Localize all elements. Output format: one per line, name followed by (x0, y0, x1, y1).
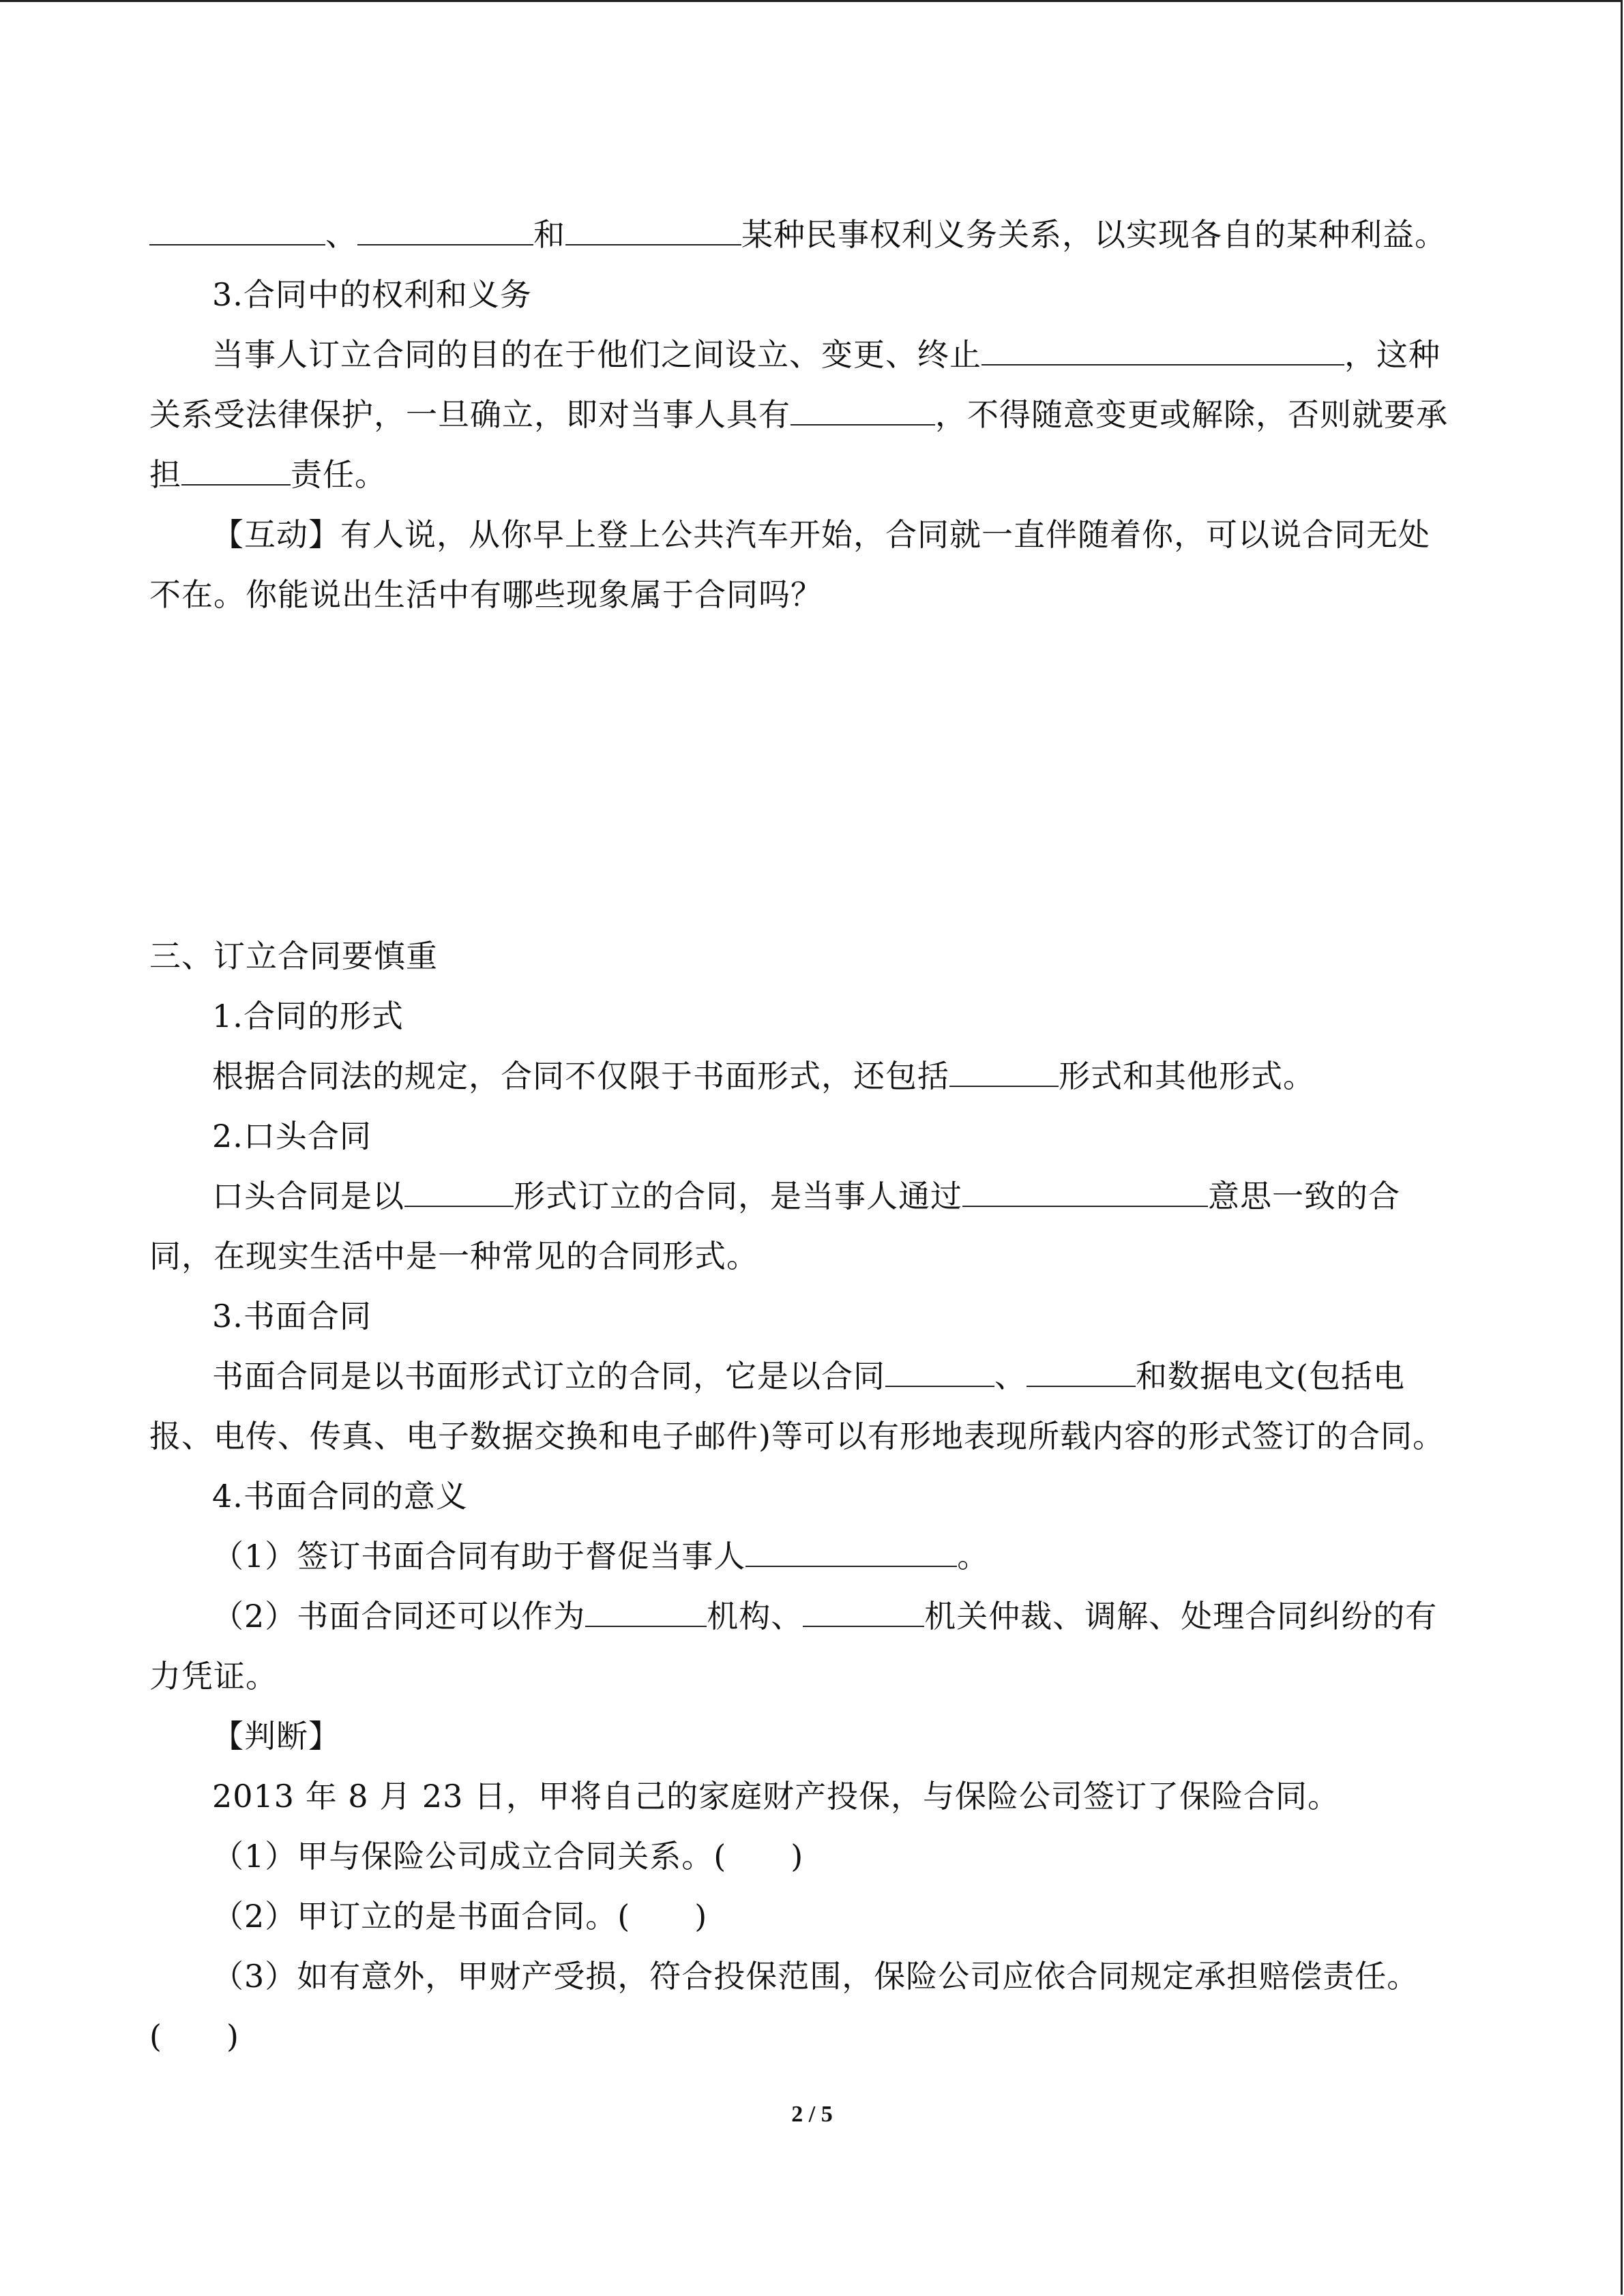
judgement-item[interactable]: （1）甲与保险公司成立合同关系。( ) (212, 1838, 804, 1875)
fill-blank[interactable] (565, 214, 741, 245)
section-subheading: 3.书面合同 (212, 1298, 372, 1335)
paragraph-line: （1）签订书面合同有助于督促当事人 。 (149, 1536, 1539, 1577)
paragraph-line: 2013 年 8 月 23 日，甲将自己的家庭财产投保，与保险公司签订了保险合同。 (212, 1778, 1340, 1815)
fill-blank[interactable] (791, 394, 935, 426)
paragraph-line: 口头合同是以 形式订立的合同，是当事人通过 意思一致的合 (149, 1176, 1539, 1217)
interaction-prompt-cont: 不在。你能说出生活中有哪些现象属于合同吗？ (149, 576, 823, 613)
fill-blank[interactable] (181, 454, 291, 486)
judgement-heading: 【判断】 (212, 1718, 340, 1755)
paragraph-line: 根据合同法的规定，合同不仅限于书面形式，还包括 形式和其他形式。 (149, 1056, 1539, 1097)
judgement-item: （3）如有意外，甲财产受损，符合投保范围，保险公司应依合同规定承担赔偿责任。 (212, 1958, 1419, 1995)
fill-blank[interactable] (149, 214, 325, 245)
fill-blank[interactable] (962, 1176, 1208, 1207)
paragraph-line: 报、电传、传真、电子数据交换和电子邮件)等可以有形地表现所载内容的形式签订的合同。 (149, 1418, 1445, 1455)
fill-blank[interactable] (745, 1536, 957, 1567)
paragraph-line: （2）书面合同还可以作为 机构、 机关仲裁、调解、处理合同纠纷的有 (149, 1596, 1539, 1637)
paragraph-line: 力凭证。 (149, 1658, 278, 1695)
section-subheading: 4.书面合同的意义 (212, 1478, 468, 1515)
fill-blank[interactable] (885, 1356, 994, 1387)
paragraph-line: 同，在现实生活中是一种常见的合同形式。 (149, 1238, 758, 1274)
paragraph-line: 、 和 某种民事权利义务关系，以实现各自的某种利益。 (149, 214, 1476, 255)
paragraph-line: 关系受法律保护，一旦确立，即对当事人具有 ，不得随意变更或解除，否则就要承 (149, 394, 1476, 435)
fill-blank[interactable] (803, 1596, 924, 1627)
section-subheading: 3.合同中的权利和义务 (212, 276, 532, 313)
paragraph-line: 当事人订立合同的目的在于他们之间设立、变更、终止 ，这种 (149, 334, 1539, 375)
paragraph-line: 担 责任。 (149, 454, 1476, 495)
paragraph-line: 书面合同是以书面形式订立的合同，它是以合同 、 和数据电文(包括电 (149, 1356, 1539, 1397)
section-heading: 三、订立合同要慎重 (149, 938, 438, 974)
judgement-item[interactable]: （2）甲订立的是书面合同。( ) (212, 1898, 708, 1935)
page-number: 2 / 5 (791, 2102, 833, 2127)
section-subheading: 1.合同的形式 (212, 998, 404, 1034)
fill-blank[interactable] (404, 1176, 514, 1207)
fill-blank[interactable] (357, 214, 533, 245)
section-subheading: 2.口头合同 (212, 1118, 372, 1154)
answer-bracket[interactable]: ( ) (149, 2018, 239, 2055)
fill-blank[interactable] (1027, 1356, 1136, 1387)
interaction-prompt: 【互动】有人说，从你早上登上公共汽车开始，合同就一直伴随着你，可以说合同无处 (212, 516, 1430, 553)
fill-blank[interactable] (949, 1056, 1059, 1087)
fill-blank[interactable] (585, 1596, 707, 1627)
fill-blank[interactable] (981, 334, 1344, 366)
